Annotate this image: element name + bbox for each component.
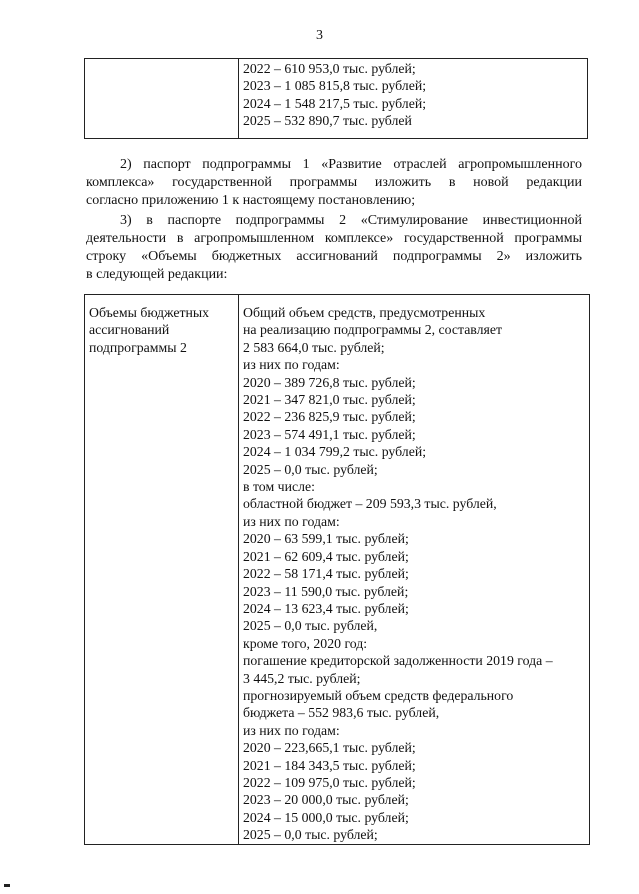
value-line: 2021 – 184 343,5 тыс. рублей; <box>243 757 416 773</box>
value-line: 2022 – 236 825,9 тыс. рублей; <box>243 409 416 425</box>
value-line: 2023 – 11 590,0 тыс. рублей; <box>243 583 409 599</box>
table-line: 2025 – 532 890,7 тыс. рублей <box>243 113 412 129</box>
budget-table-value-cell <box>239 295 590 845</box>
paragraph-line: деятельности в агропромышленном комплексе» государственной программы <box>86 231 582 246</box>
paragraph-line: в следующей редакции: <box>86 267 228 282</box>
value-line: 2023 – 574 491,1 тыс. рублей; <box>243 426 416 442</box>
paragraph-line: 2) паспорт подпрограммы 1 «Развитие отраслей агропромышленного <box>120 157 582 172</box>
budget-table <box>84 294 590 845</box>
top-table-left-cell <box>85 59 239 139</box>
value-line: 2022 – 109 975,0 тыс. рублей; <box>243 774 416 790</box>
value-line: 2023 – 20 000,0 тыс. рублей; <box>243 792 409 808</box>
value-line: 2024 – 13 623,4 тыс. рублей; <box>243 600 409 616</box>
table-line: 2023 – 1 085 815,8 тыс. рублей; <box>243 78 427 94</box>
table-line: 2022 – 610 953,0 тыс. рублей; <box>243 61 416 76</box>
value-line: 2020 – 389 726,8 тыс. рублей; <box>243 374 416 390</box>
value-line: из них по годам: <box>243 357 340 373</box>
value-line: 2025 – 0,0 тыс. рублей; <box>243 827 378 843</box>
budget-table-label-cell <box>85 295 239 845</box>
value-line: областной бюджет – 209 593,3 тыс. рублей, <box>243 496 497 512</box>
paragraph-line: согласно приложению 1 к настоящему постановлению; <box>86 193 416 208</box>
value-line: 2024 – 15 000,0 тыс. рублей; <box>243 809 409 825</box>
value-line: 3 445,2 тыс. рублей; <box>243 670 361 686</box>
value-line: 2021 – 347 821,0 тыс. рублей; <box>243 392 416 408</box>
top-table-right-cell <box>239 59 588 139</box>
value-line: из них по годам: <box>243 513 340 529</box>
value-line: бюджета – 552 983,6 тыс. рублей, <box>243 705 440 721</box>
value-line: 2022 – 58 171,4 тыс. рублей; <box>243 566 409 582</box>
value-line: в том числе: <box>243 479 315 495</box>
value-line: 2020 – 63 599,1 тыс. рублей; <box>243 531 409 547</box>
value-line: из них по годам: <box>243 722 340 738</box>
paragraph-item-3 <box>86 212 582 284</box>
value-line: прогнозируемый объем средств федерального <box>243 687 514 703</box>
value-line: 2021 – 62 609,4 тыс. рублей; <box>243 548 409 564</box>
paragraph-line: комплекса» государственной программы изложить в новой редакции <box>86 175 582 190</box>
label-line: ассигнований <box>89 322 170 338</box>
scan-mark <box>4 884 10 887</box>
paragraph-line: строку «Объемы бюджетных ассигнований подпрограммы 2» изложить <box>86 249 582 264</box>
value-line: 2020 – 223,665,1 тыс. рублей; <box>243 740 416 756</box>
value-line: 2024 – 1 034 799,2 тыс. рублей; <box>243 444 427 460</box>
value-line: кроме того, 2020 год: <box>243 635 368 651</box>
top-table <box>84 58 588 139</box>
label-line: подпрограммы 2 <box>89 339 187 355</box>
value-line: на реализацию подпрограммы 2, составляет <box>243 322 503 338</box>
value-line: 2 583 664,0 тыс. рублей; <box>243 339 385 355</box>
page-number: 3 <box>316 28 323 43</box>
table-line: 2024 – 1 548 217,5 тыс. рублей; <box>243 95 427 111</box>
value-line: 2025 – 0,0 тыс. рублей, <box>243 618 378 634</box>
value-line: 2025 – 0,0 тыс. рублей; <box>243 461 378 477</box>
label-line: Объемы бюджетных <box>89 305 210 320</box>
value-line: погашение кредиторской задолженности 2019 года – <box>243 653 553 669</box>
paragraph-line: 3) в паспорте подпрограммы 2 «Стимулирование инвестиционной <box>120 213 582 228</box>
value-line: Общий объем средств, предусмотренных <box>243 305 486 320</box>
paragraph-item-2 <box>86 156 582 210</box>
